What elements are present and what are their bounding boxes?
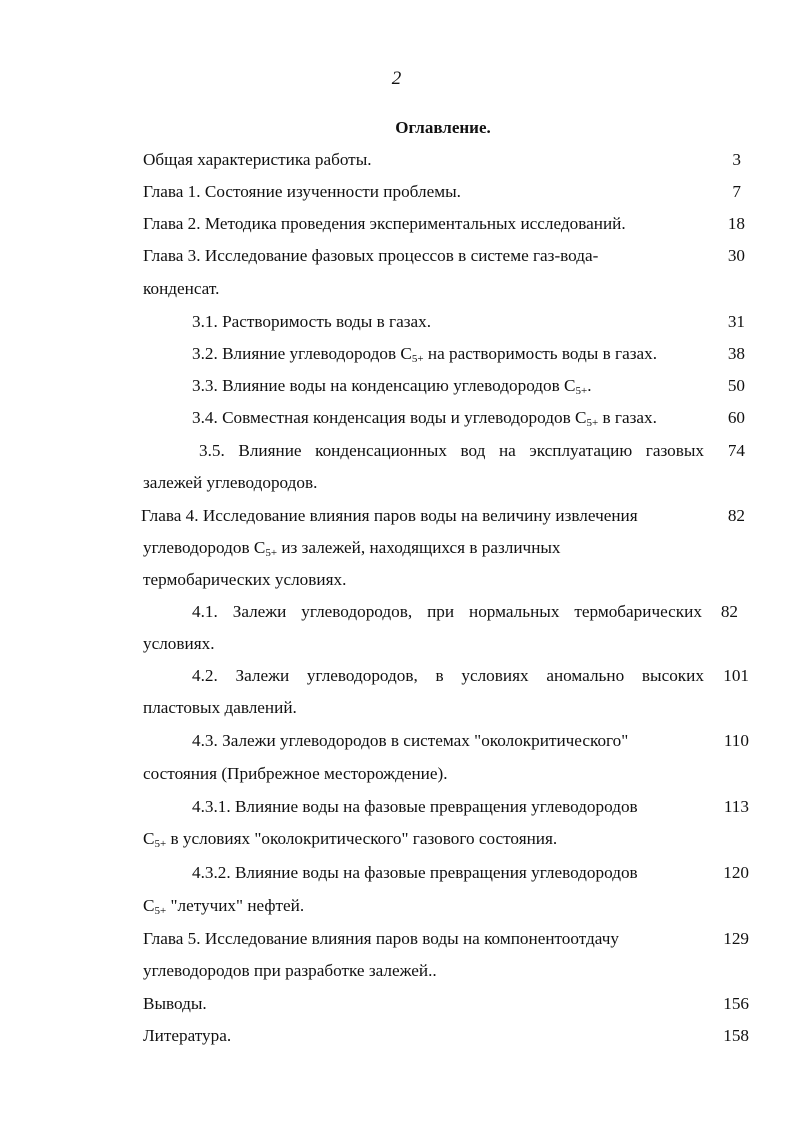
toc-entry-15-page: 129 — [723, 929, 749, 948]
toc-entry-16-text: Выводы. — [143, 994, 207, 1013]
toc-entry-11-line2: пластовых давлений. — [143, 698, 297, 717]
toc-entry-7-page: 60 — [727, 408, 745, 427]
toc-entry-3-page: 30 — [727, 246, 745, 265]
toc-entry-10-line2: условиях. — [143, 634, 215, 653]
toc-entry-8-page: 74 — [727, 441, 745, 460]
toc-entry-6-text: 3.3. Влияние воды на конденсацию углеводородов $C_{5+}$. — [192, 376, 592, 397]
toc-entry-14-line2: $C_{5+}$ "летучих" нефтей. — [143, 896, 305, 917]
toc-entry-12-page: 110 — [723, 731, 749, 750]
toc-entry-15-line1: Глава 5. Исследование влияния паров воды на компонентоотдачу — [143, 929, 619, 948]
toc-entry-2-text: Глава 2. Методика проведения экспериментальных исследований. — [143, 214, 626, 233]
toc-title: Оглавление. — [395, 118, 491, 137]
toc-entry-14-page: 120 — [723, 863, 749, 882]
toc-entry-15-line2: углеводородов при разработке залежей.. — [143, 961, 437, 980]
toc-entry-9-line3: термобарических условиях. — [143, 570, 347, 589]
toc-entry-17-page: 158 — [723, 1026, 749, 1045]
toc-entry-6-page: 50 — [727, 376, 745, 395]
toc-entry-13-line1: 4.3.1. Влияние воды на фазовые превращения углеводородов — [192, 797, 638, 816]
toc-entry-5-text: 3.2. Влияние углеводородов $C_{5+}$ на растворимость воды в газах. — [192, 344, 658, 365]
toc-entry-2-page: 18 — [727, 214, 745, 233]
toc-entry-4-text: 3.1. Растворимость воды в газах. — [192, 312, 432, 331]
toc-entry-0-text: Общая характеристика работы. — [143, 150, 372, 169]
toc-entry-1-text: Глава 1. Состояние изученности проблемы. — [143, 182, 461, 201]
toc-entry-14-line1: 4.3.2. Влияние воды на фазовые превращения углеводородов — [192, 863, 638, 882]
toc-entry-9-line1: Глава 4. Исследование влияния паров воды на величину извлечения — [141, 506, 638, 525]
toc-entry-12-line2: состояния (Прибрежное месторождение). — [143, 764, 448, 783]
toc-entry-8-line2: залежей углеводородов. — [143, 473, 318, 492]
toc-entry-1-page: 7 — [732, 182, 741, 201]
toc-entry-13-line2: $C_{5+}$ в условиях "околокритического" газового состояния. — [143, 829, 558, 850]
toc-entry-3-line2: конденсат. — [143, 279, 220, 298]
toc-entry-11-page: 101 — [723, 666, 749, 685]
toc-entry-13-page: 113 — [723, 797, 749, 816]
toc-entry-8-line1: 3.5. Влияние конденсационных вод на эксплуатацию газовых — [199, 441, 704, 460]
toc-entry-10-line1: 4.1. Залежи углеводородов, при нормальных термобарических — [192, 602, 702, 621]
toc-entry-3-line1: Глава 3. Исследование фазовых процессов в системе газ-вода- — [143, 246, 599, 265]
toc-entry-4-page: 31 — [727, 312, 745, 331]
toc-entry-9-line2: углеводородов $C_{5+}$ из залежей, находящихся в различных — [143, 538, 561, 559]
toc-entry-7-text: 3.4. Совместная конденсация воды и углеводородов $C_{5+}$ в газах. — [192, 408, 657, 429]
page-number: 2 — [391, 68, 402, 89]
toc-entry-11-line1: 4.2. Залежи углеводородов, в условиях аномально высоких — [192, 666, 704, 685]
toc-entry-5-page: 38 — [727, 344, 745, 363]
toc-entry-9-page: 82 — [727, 506, 745, 525]
toc-entry-16-page: 156 — [723, 994, 749, 1013]
toc-entry-12-line1: 4.3. Залежи углеводородов в системах "околокритического" — [192, 731, 629, 750]
toc-entry-10-page: 82 — [720, 602, 738, 621]
toc-entry-0-page: 3 — [732, 150, 741, 169]
toc-entry-17-text: Литература. — [143, 1026, 232, 1045]
